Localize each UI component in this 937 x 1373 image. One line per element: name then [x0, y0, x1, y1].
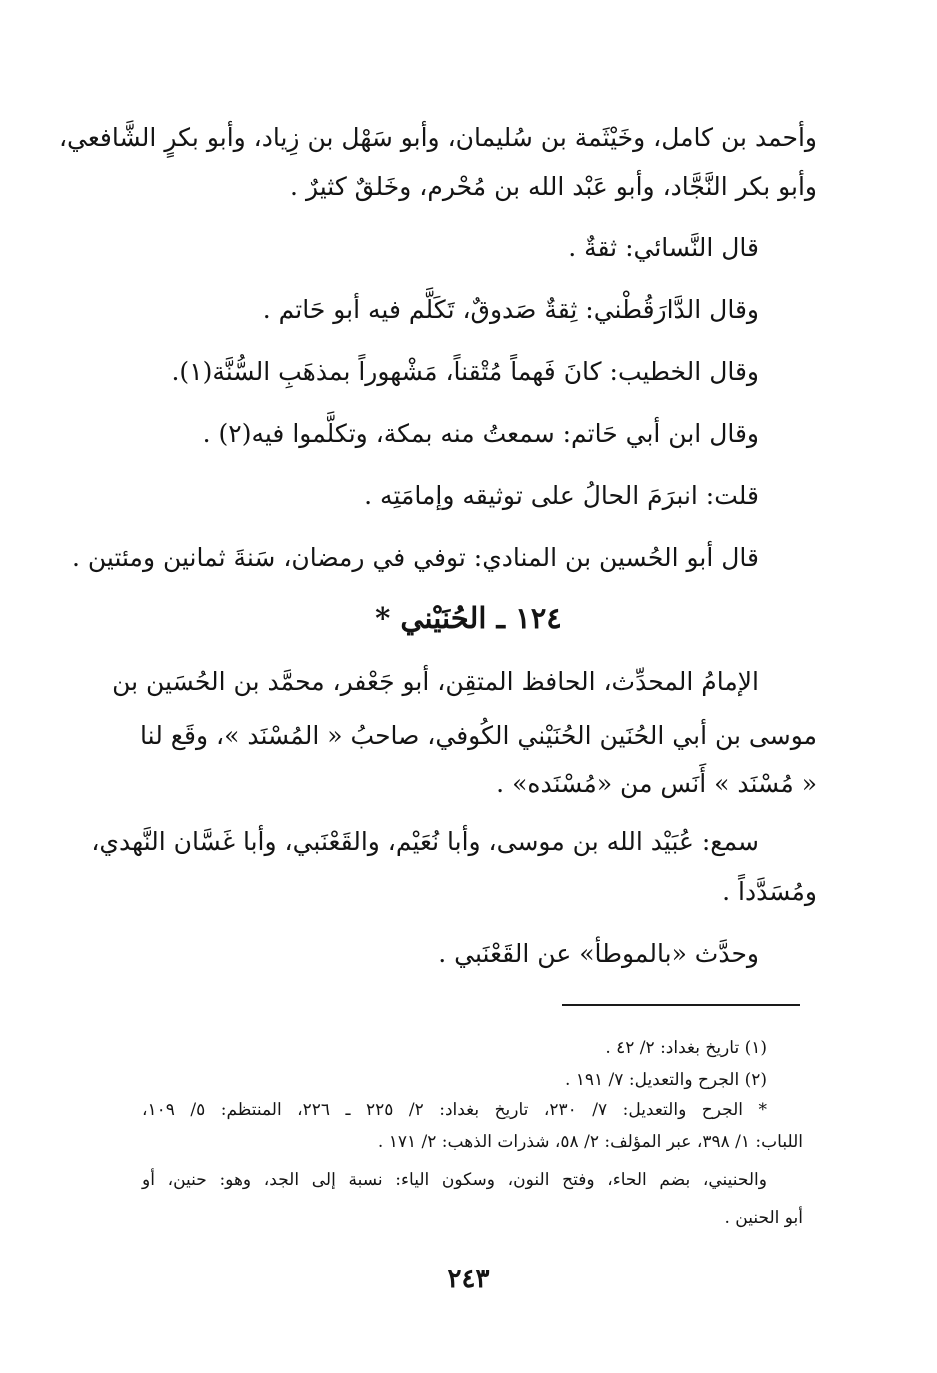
body-line-1: وأحمد بن كامل، وخَيْثَمة بن سُليمان، وأبو سَهْل بن زِياد، وأبو بكرٍ الشَّافعي،: [58, 123, 817, 152]
footnote-3: * الجرح والتعديل: ٧/ ٢٣٠، تاريخ بغداد: ٢/ ٢٢٥ ـ ٢٢٦، المنتظم: ٥/ ١٠٩،: [142, 1100, 767, 1120]
footnote-4: اللباب: ١/ ٣٩٨، عبر المؤلف: ٢/ ٥٨، شذرات الذهب: ٢/ ١٧١ .: [377, 1132, 803, 1152]
page-number: ٢٤٣: [447, 1264, 490, 1294]
footnote-6: أبو الحنين .: [724, 1208, 803, 1228]
footnote-2: (٢) الجرح والتعديل: ٧/ ١٩١ .: [564, 1070, 767, 1090]
body-line-5: وقال الخطيب: كانَ فَهماً مُتْقناً، مَشْهوراً بمذهَبِ السُّنَّة(١).: [171, 357, 759, 386]
entry-line-1: الإمامُ المحدِّث، الحافظ المتقِن، أبو جَعْفر، محمَّد بن الحُسَين بن: [112, 667, 759, 696]
body-line-2: وأبو بكر النَّجَّاد، وأبو عَبْد الله بن مُحْرم، وخَلقٌ كثيرٌ .: [290, 172, 817, 201]
footnote-separator: [562, 1004, 800, 1006]
body-line-4: وقال الدَّارَقُطْني: ثِقةٌ صَدوقٌ، تَكَلَّم فيه أبو حَاتم .: [262, 295, 759, 324]
body-line-3: قال النَّسائي: ثقةٌ .: [568, 233, 759, 262]
entry-line-4: سمع: عُبَيْد الله بن موسى، وأبا نُعَيْم، والقَعْنَبي، وأبا غَسَّان النَّهدي،: [91, 827, 759, 856]
body-line-6: وقال ابن أبي حَاتم: سمعتُ منه بمكة، وتكلَّموا فيه(٢) .: [202, 419, 759, 448]
entry-heading: ١٢٤ ـ الحُنَيْني *: [375, 601, 562, 635]
entry-line-2: موسى بن أبي الحُنَين الحُنَيْني الكُوفي، صاحبُ « المُسْنَد »، وقَع لنا: [140, 721, 817, 750]
body-line-8: قال أبو الحُسين بن المنادي: توفي في رمضان، سَنةَ ثمانين ومئتين .: [72, 543, 759, 572]
body-line-7: قلت: انبرَمَ الحالُ على توثيقه وإمامَتِه .: [364, 481, 759, 510]
footnote-5: والحنيني، بضم الحاء، وفتح النون، وسكون الياء: نسبة إلى الجد، وهو: حنين، أو: [142, 1170, 767, 1190]
footnote-1: (١) تاريخ بغداد: ٢/ ٤٢ .: [605, 1038, 767, 1058]
entry-line-5: ومُسَدَّداً .: [722, 877, 817, 906]
entry-line-6: وحدَّث «بالموطأ» عن القَعْنَبي .: [438, 939, 759, 968]
entry-line-3: « مُسْنَد » أَنَس من «مُسْنَده» .: [496, 769, 817, 798]
